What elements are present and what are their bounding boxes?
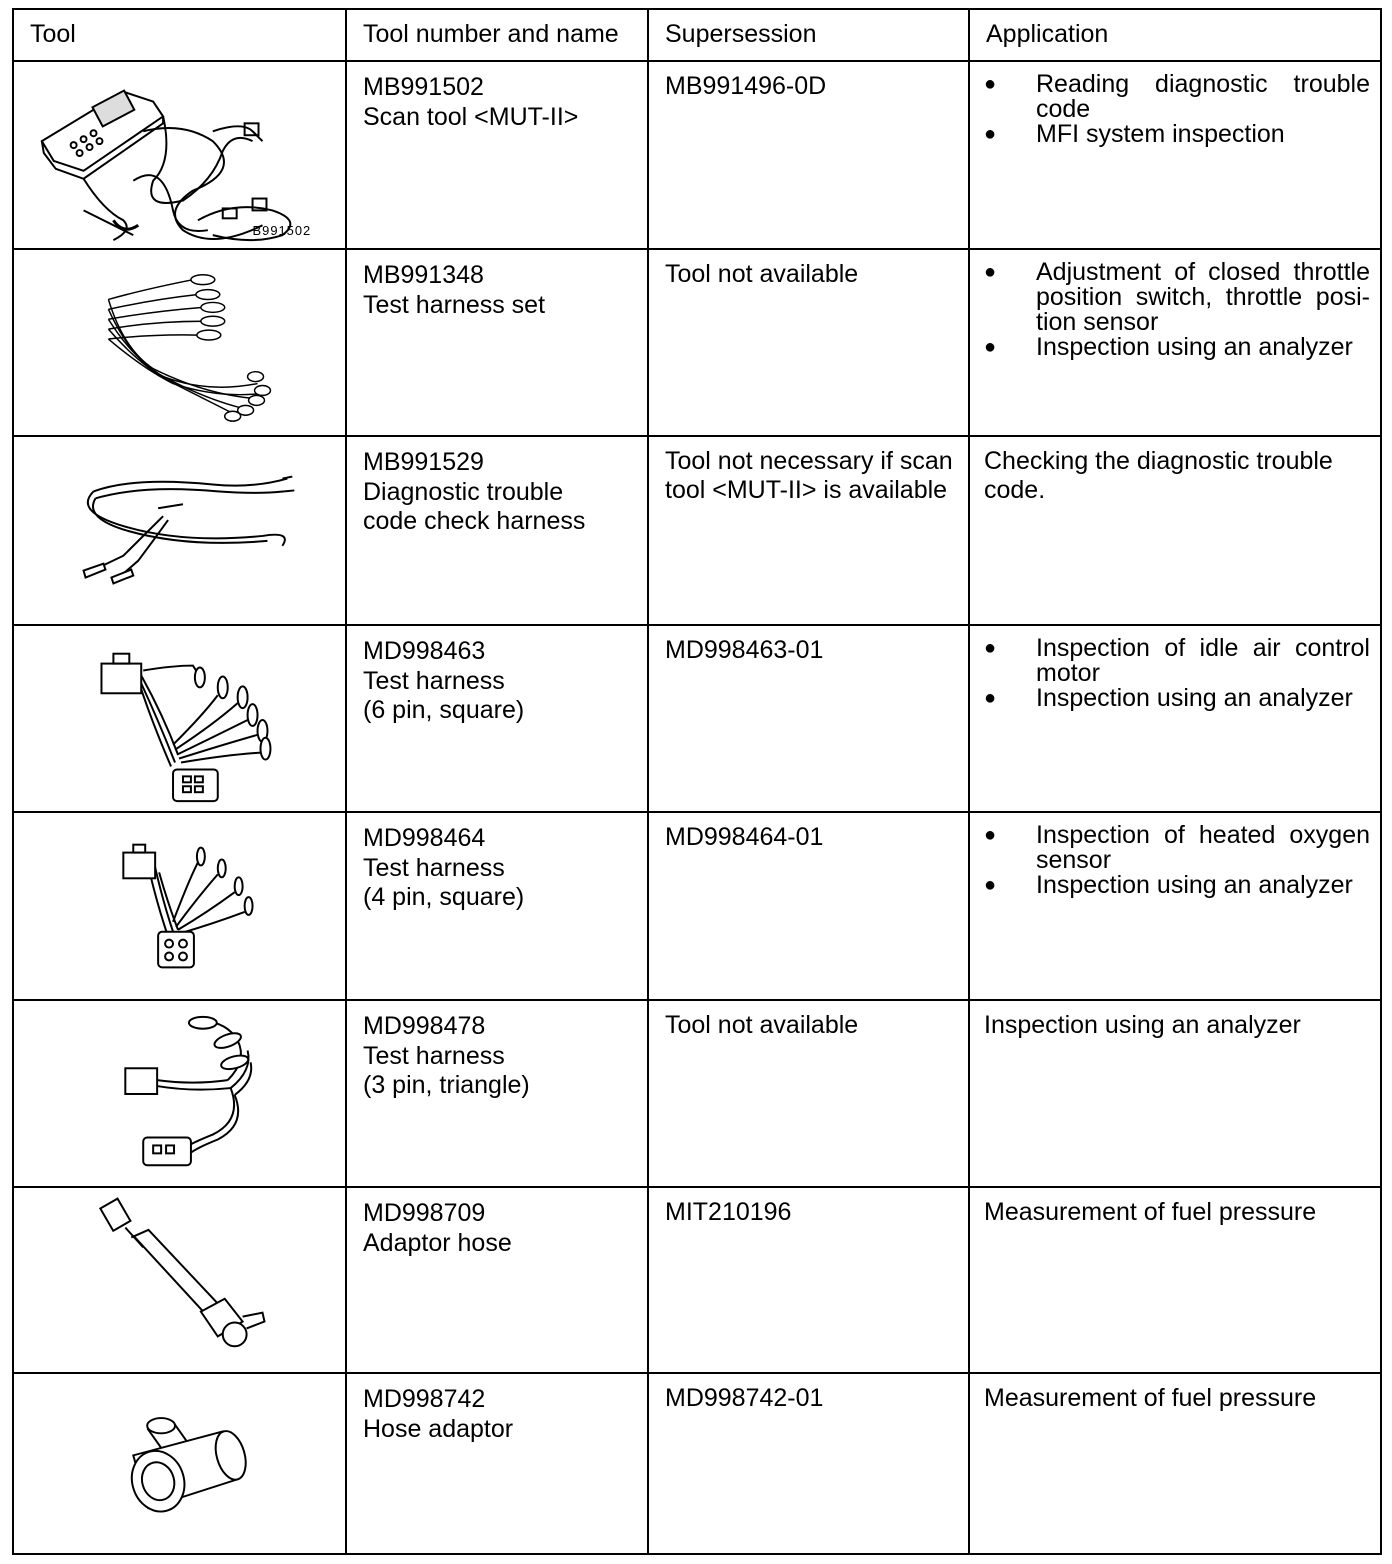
application-item: ● Inspection of heated oxygen sensor	[984, 823, 1370, 873]
three-pin-harness-icon	[14, 1001, 345, 1186]
application-item: ● MFI system inspection	[984, 122, 1370, 147]
application-cell	[969, 625, 1381, 812]
tool-image-cell	[13, 249, 346, 436]
tool-number: MD998709	[363, 1199, 486, 1227]
application-cell	[969, 436, 1381, 625]
application-item: ● Reading diagnostic trouble code	[984, 72, 1370, 122]
svg-text:B991502: B991502	[252, 223, 312, 239]
table-row	[13, 812, 1381, 1000]
application-item: ● Inspection using an analyzer	[984, 873, 1370, 898]
tool-number-name-cell	[346, 249, 648, 436]
supersession-cell: Tool not available	[648, 1000, 969, 1187]
application-text: Inspection using an analyzer	[984, 1011, 1301, 1039]
application-item: ● Inspection of idle air control motor	[984, 636, 1370, 686]
supersession-cell: MD998463-01	[648, 625, 969, 812]
special-tools-table	[12, 8, 1382, 1555]
application-item: ● Inspection using an analyzer	[984, 686, 1370, 711]
application-cell	[969, 1187, 1381, 1373]
application-text: Measurement of fuel pressure	[984, 1198, 1317, 1226]
header-supersession: Supersession	[648, 9, 969, 61]
header-row	[13, 9, 1381, 61]
supersession-cell: MB991496-0D	[648, 61, 969, 249]
tool-name: Test harness (4 pin, square)	[363, 854, 525, 911]
tool-number-name-cell	[346, 812, 648, 1000]
test-harness-set-icon	[14, 250, 345, 435]
tool-name: Adaptor hose	[363, 1229, 512, 1257]
application-cell	[969, 1373, 1381, 1554]
table-row	[13, 1000, 1381, 1187]
supersession-cell: Tool not necessary if scan tool <MUT-II> is available	[648, 436, 969, 625]
tool-name: Test harness (3 pin, triangle)	[363, 1042, 530, 1099]
supersession-cell: MD998464-01	[648, 812, 969, 1000]
application-text: Checking the diagnostic trouble code.	[984, 447, 1333, 504]
tool-name: Test harness set	[363, 291, 546, 319]
tool-number-name-cell	[346, 625, 648, 812]
tool-image-cell	[13, 1373, 346, 1554]
header-tool-number-name: Tool number and name	[346, 9, 648, 61]
tool-image-cell	[13, 625, 346, 812]
supersession-cell: MD998742-01	[648, 1373, 969, 1554]
hose-adaptor-icon	[14, 1374, 345, 1553]
header-tool: Tool	[13, 9, 346, 61]
supersession-cell: Tool not available	[648, 249, 969, 436]
application-item: ● Adjustment of closed throttle position switch, throttle posi-tion sensor	[984, 260, 1370, 335]
table-row	[13, 249, 1381, 436]
tool-number: MD998742	[363, 1385, 486, 1413]
tool-number: MD998478	[363, 1012, 486, 1040]
application-cell	[969, 61, 1381, 249]
six-pin-harness-icon	[14, 626, 345, 811]
tool-name: Scan tool <MUT-II>	[363, 103, 579, 131]
tool-image-cell	[13, 436, 346, 625]
tool-image-cell	[13, 812, 346, 1000]
table-row	[13, 1187, 1381, 1373]
tool-image-cell	[13, 1187, 346, 1373]
scan-tool-icon	[14, 62, 345, 248]
supersession-cell: MIT210196	[648, 1187, 969, 1373]
tool-number: MB991348	[363, 261, 484, 289]
table-row	[13, 61, 1381, 249]
application-cell	[969, 249, 1381, 436]
application-cell	[969, 1000, 1381, 1187]
tool-image-cell	[13, 1000, 346, 1187]
tool-number: MD998463	[363, 637, 486, 665]
tool-number: MB991502	[363, 73, 484, 101]
tool-number: MB991529	[363, 448, 484, 476]
table-row	[13, 625, 1381, 812]
tool-number-name-cell	[346, 1000, 648, 1187]
check-harness-icon	[14, 437, 345, 624]
tool-number-name-cell	[346, 61, 648, 249]
adaptor-hose-icon	[14, 1188, 345, 1372]
tool-number-name-cell	[346, 436, 648, 625]
tool-image-cell	[13, 61, 346, 249]
tool-number: MD998464	[363, 824, 486, 852]
tool-name: Test harness (6 pin, square)	[363, 667, 525, 724]
header-application: Application	[969, 9, 1381, 61]
application-text: Measurement of fuel pressure	[984, 1384, 1317, 1412]
tool-name: Diagnostic trouble code check harness	[363, 478, 586, 535]
table-row	[13, 436, 1381, 625]
tool-number-name-cell	[346, 1187, 648, 1373]
application-cell	[969, 812, 1381, 1000]
application-item: ● Inspection using an analyzer	[984, 335, 1370, 360]
four-pin-harness-icon	[14, 813, 345, 999]
table-row	[13, 1373, 1381, 1554]
tool-number-name-cell	[346, 1373, 648, 1554]
tool-name: Hose adaptor	[363, 1415, 514, 1443]
